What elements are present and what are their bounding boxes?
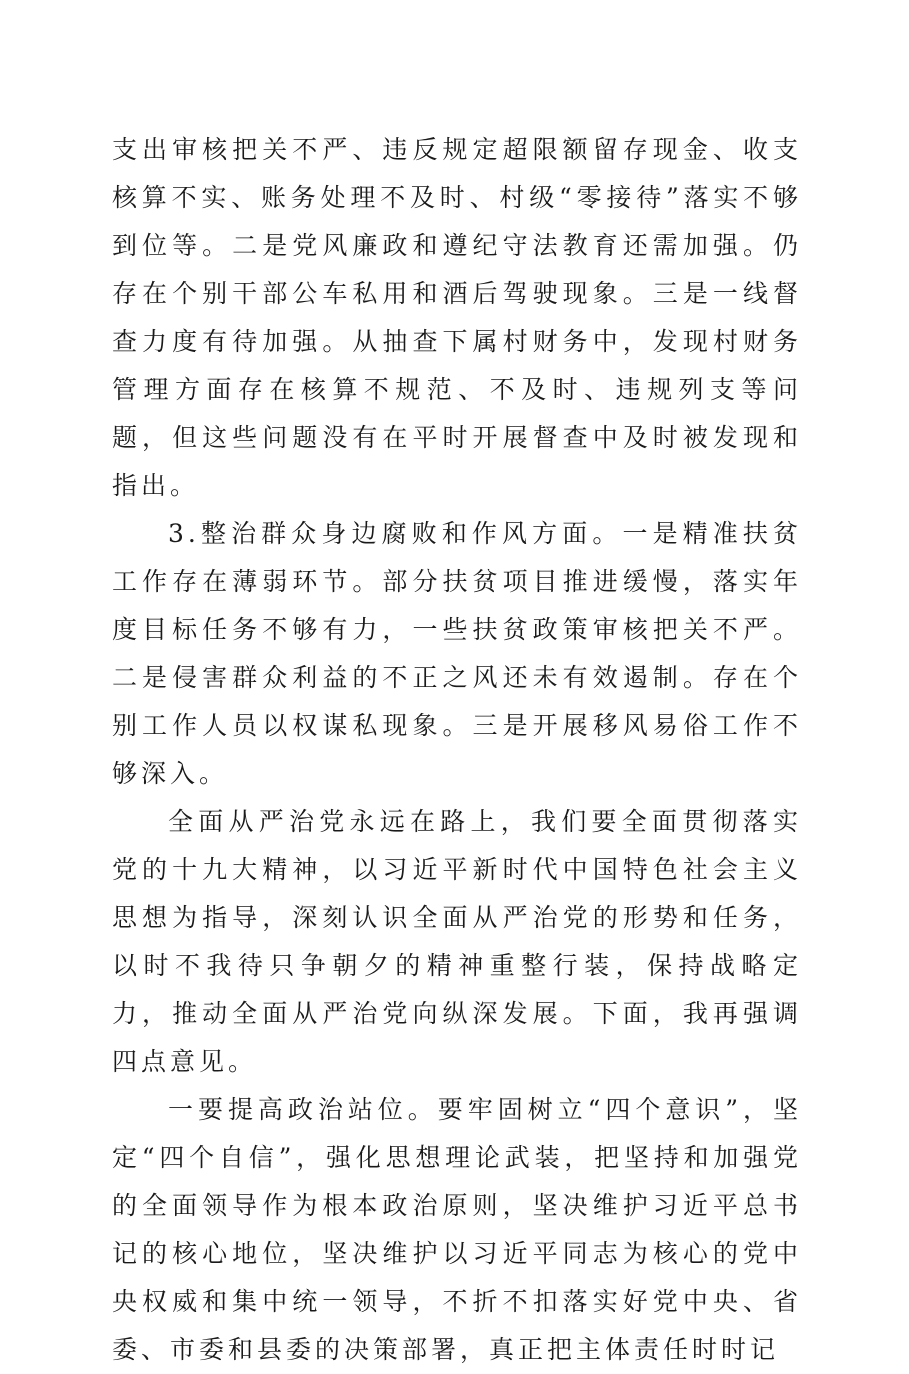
paragraph-continuation: 支出审核把关不严、违反规定超限额留存现金、收支核算不实、账务处理不及时、村级“零接待”落实不够到位等。二是党风廉政和遵纪守法教育还需加强。仍存在个别干部公车私用和酒后驾驶现象。三是一线督查力度有待加强。从抽查下属村财务中，发现村财务管理方面存在核算不规范、不及时、违规列支等问题，但这些问题没有在平时开展督查中及时被发现和指出。 [112, 135, 802, 500]
paragraph-section-3: 3.整治群众身边腐败和作风方面。一是精准扶贫工作存在薄弱环节。部分扶贫项目推进缓慢，落实年度目标任务不够有力，一些扶贫政策审核把关不严。二是侵害群众利益的不正之风还未有效遏制。存在个别工作人员以权谋私现象。三是开展移风易俗工作不够深入。 [112, 519, 802, 788]
paragraph-summary: 全面从严治党永远在路上，我们要全面贯彻落实党的十九大精神，以习近平新时代中国特色社会主义思想为指导，深刻认识全面从严治党的形势和任务，以时不我待只争朝夕的精神重整行装，保持战略定力，推动全面从严治党向纵深发展。下面，我再强调四点意见。 [112, 807, 802, 1076]
document-body [112, 126, 802, 1374]
paragraph-point-1: 一要提高政治站位。要牢固树立“四个意识”，坚定“四个自信”，强化思想理论武装，把坚持和加强党的全面领导作为根本政治原则，坚决维护习近平总书记的核心地位，坚决维护以习近平同志为核心的党中央权威和集中统一领导，不折不扣落实好党中央、省委、市委和县委的决策部署，真正把主体责任时时记 [112, 1095, 802, 1364]
